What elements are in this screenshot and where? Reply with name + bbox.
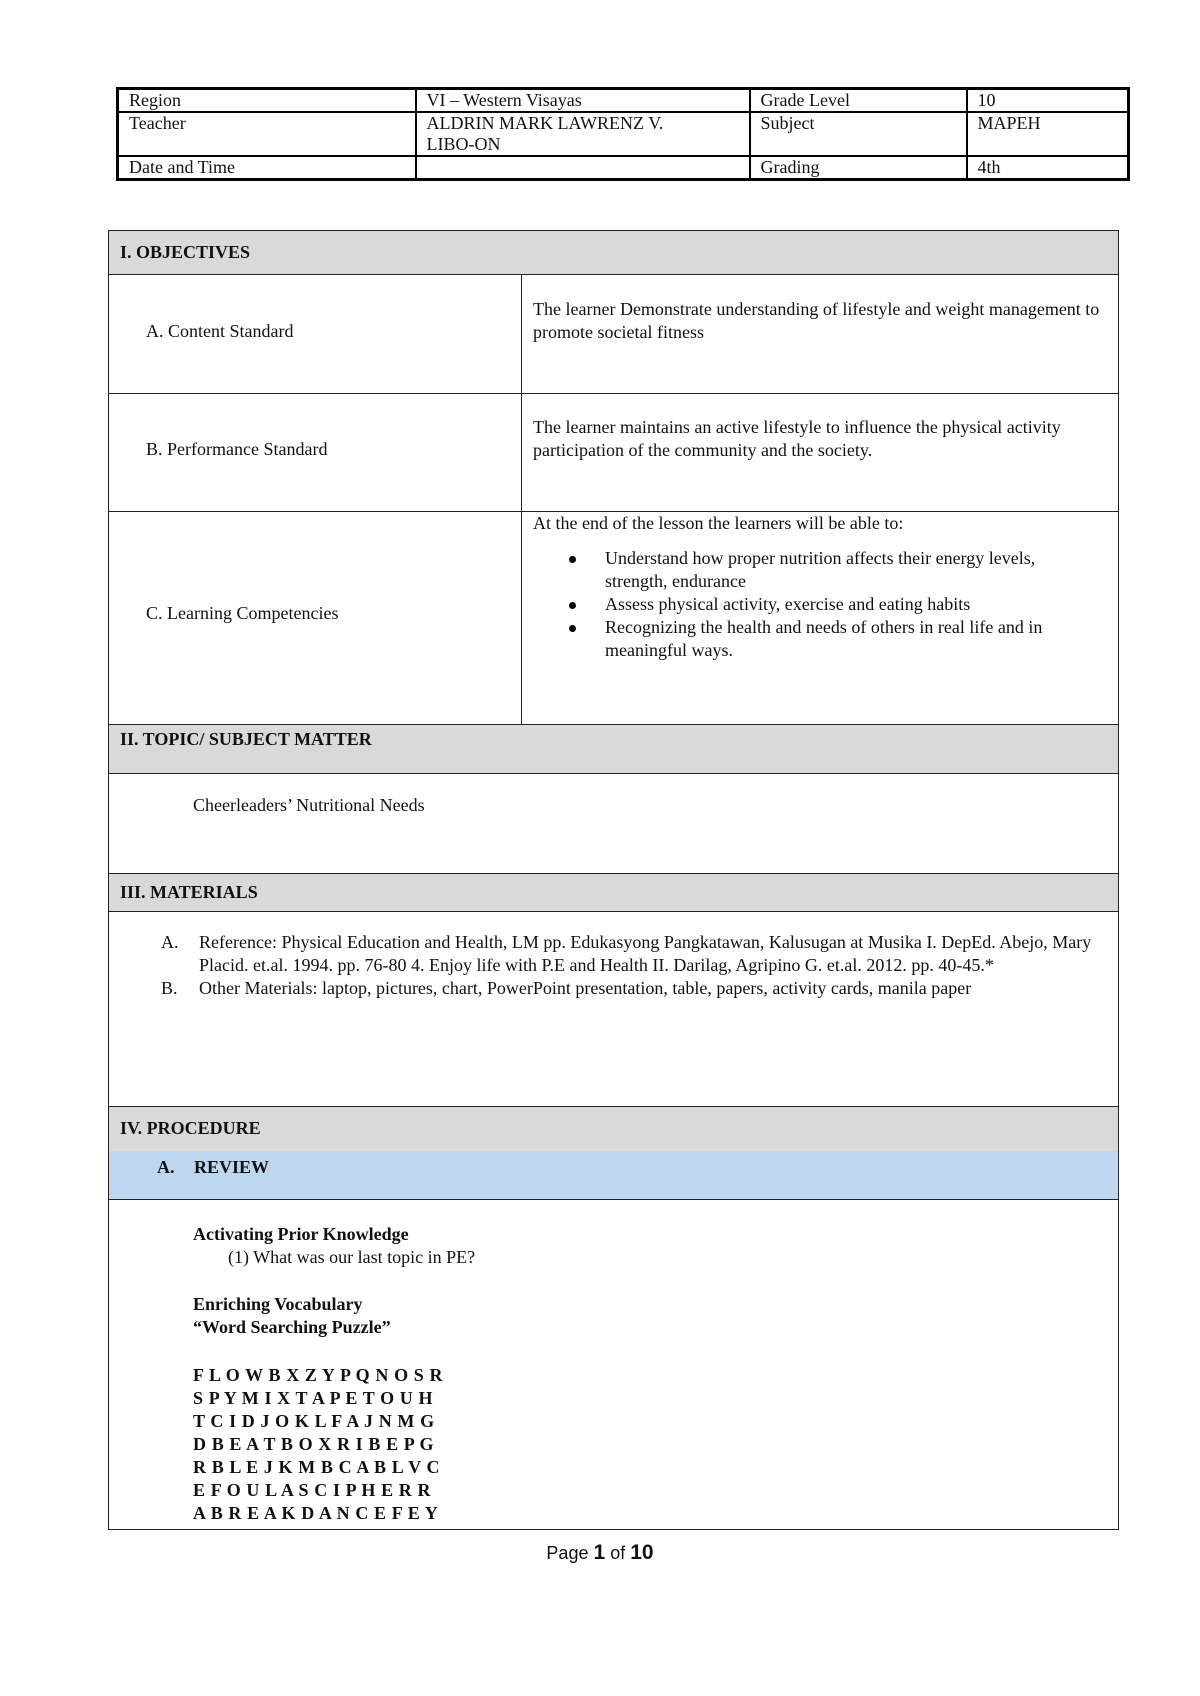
prior-knowledge-question: (1) What was our last topic in PE? [228, 1247, 476, 1267]
date-time-label: Date and Time [118, 156, 416, 180]
subject-label: Subject [750, 112, 967, 156]
puzzle-row: T C I D J O K L F A J N M G [193, 1411, 435, 1431]
date-time-value [416, 156, 750, 180]
materials-text: Other Materials: laptop, pictures, chart, PowerPoint presentation, table, papers, activity cards, manila paper [199, 978, 972, 998]
puzzle-row: R B L E J K M B C A B L V C [193, 1457, 441, 1477]
lesson-plan-table [108, 230, 1119, 1530]
competency-item: Understand how proper nutrition affects their energy levels, strength, endurance [605, 547, 1100, 593]
teacher-value-line2: LIBO-ON [426, 134, 501, 154]
region-label: Region [118, 89, 416, 113]
materials-marker: B. [161, 978, 178, 998]
row-divider [109, 393, 1118, 394]
review-title: REVIEW [194, 1157, 270, 1177]
vocabulary-title: Enriching Vocabulary [193, 1294, 363, 1314]
puzzle-row: E F O U L A S C I P H E R R [193, 1480, 432, 1500]
teacher-value-line1: ALDRIN MARK LAWRENZ V. [426, 113, 664, 133]
review-marker: A. [157, 1157, 175, 1177]
competency-item: Recognizing the health and needs of others in real life and in meaningful ways. [605, 616, 1100, 662]
content-standard-text: The learner Demonstrate understanding of lifestyle and weight management to promote societal fitness [533, 299, 1100, 342]
topic-heading: II. TOPIC/ SUBJECT MATTER [109, 724, 1118, 774]
puzzle-row: F L O W B X Z Y P Q N O S R [193, 1365, 444, 1385]
header-info-table [116, 87, 1130, 181]
content-standard-label: A. Content Standard [146, 321, 294, 341]
vocabulary-block [193, 1293, 391, 1339]
teacher-value [416, 112, 750, 156]
competencies-intro: At the end of the lesson the learners will be able to: [533, 513, 904, 533]
competencies-list [533, 547, 1100, 662]
competency-item: Assess physical activity, exercise and eating habits [605, 593, 1100, 616]
materials-item [161, 931, 1110, 977]
puzzle-row: A B R E A K D A N C E F E Y [193, 1503, 439, 1523]
word-search-puzzle [193, 1364, 443, 1525]
grading-label: Grading [750, 156, 967, 180]
review-bar [109, 1151, 1118, 1200]
learning-competencies-label: C. Learning Competencies [146, 603, 339, 623]
grade-level-value: 10 [967, 89, 1129, 113]
page-of: of [610, 1543, 626, 1563]
performance-standard-text: The learner maintains an active lifestyle to influence the physical activity participation of the community and the society. [533, 417, 1061, 460]
prior-knowledge-title: Activating Prior Knowledge [193, 1224, 409, 1244]
performance-standard-label: B. Performance Standard [146, 439, 328, 459]
region-value: VI – Western Visayas [416, 89, 750, 113]
puzzle-row: S P Y M I X T A P E T O U H [193, 1388, 434, 1408]
page-prefix: Page [546, 1543, 589, 1563]
materials-marker: A. [161, 932, 179, 952]
puzzle-title: “Word Searching Puzzle” [193, 1317, 391, 1337]
learning-competencies-cell [533, 512, 1100, 662]
column-divider [521, 275, 522, 724]
puzzle-row: D B E A T B O X R I B E P G [193, 1434, 435, 1454]
materials-list [161, 931, 1110, 1000]
grade-level-label: Grade Level [750, 89, 967, 113]
materials-heading: III. MATERIALS [109, 873, 1118, 912]
materials-item [161, 977, 1110, 1000]
page-current: 1 [593, 1541, 606, 1564]
page-total: 10 [630, 1541, 654, 1564]
topic-text: Cheerleaders’ Nutritional Needs [193, 795, 425, 815]
grading-value: 4th [967, 156, 1129, 180]
page-number [0, 1541, 1200, 1565]
materials-text: Reference: Physical Education and Health, LM pp. Edukasyong Pangkatawan, Kalusugan at Musika I. DepEd. Abejo, Mary Placid. et.al. 1994. pp. 76-80 4. Enjoy life with P.E and Health II. Darilag, Agripino G. et.al. 2012. pp. 40-45.* [199, 932, 1092, 975]
subject-value: MAPEH [967, 112, 1129, 156]
prior-knowledge-block [193, 1223, 475, 1269]
teacher-label: Teacher [118, 112, 416, 156]
procedure-heading: IV. PROCEDURE [109, 1106, 1118, 1152]
objectives-heading: I. OBJECTIVES [109, 231, 1118, 275]
review-label [157, 1157, 269, 1178]
